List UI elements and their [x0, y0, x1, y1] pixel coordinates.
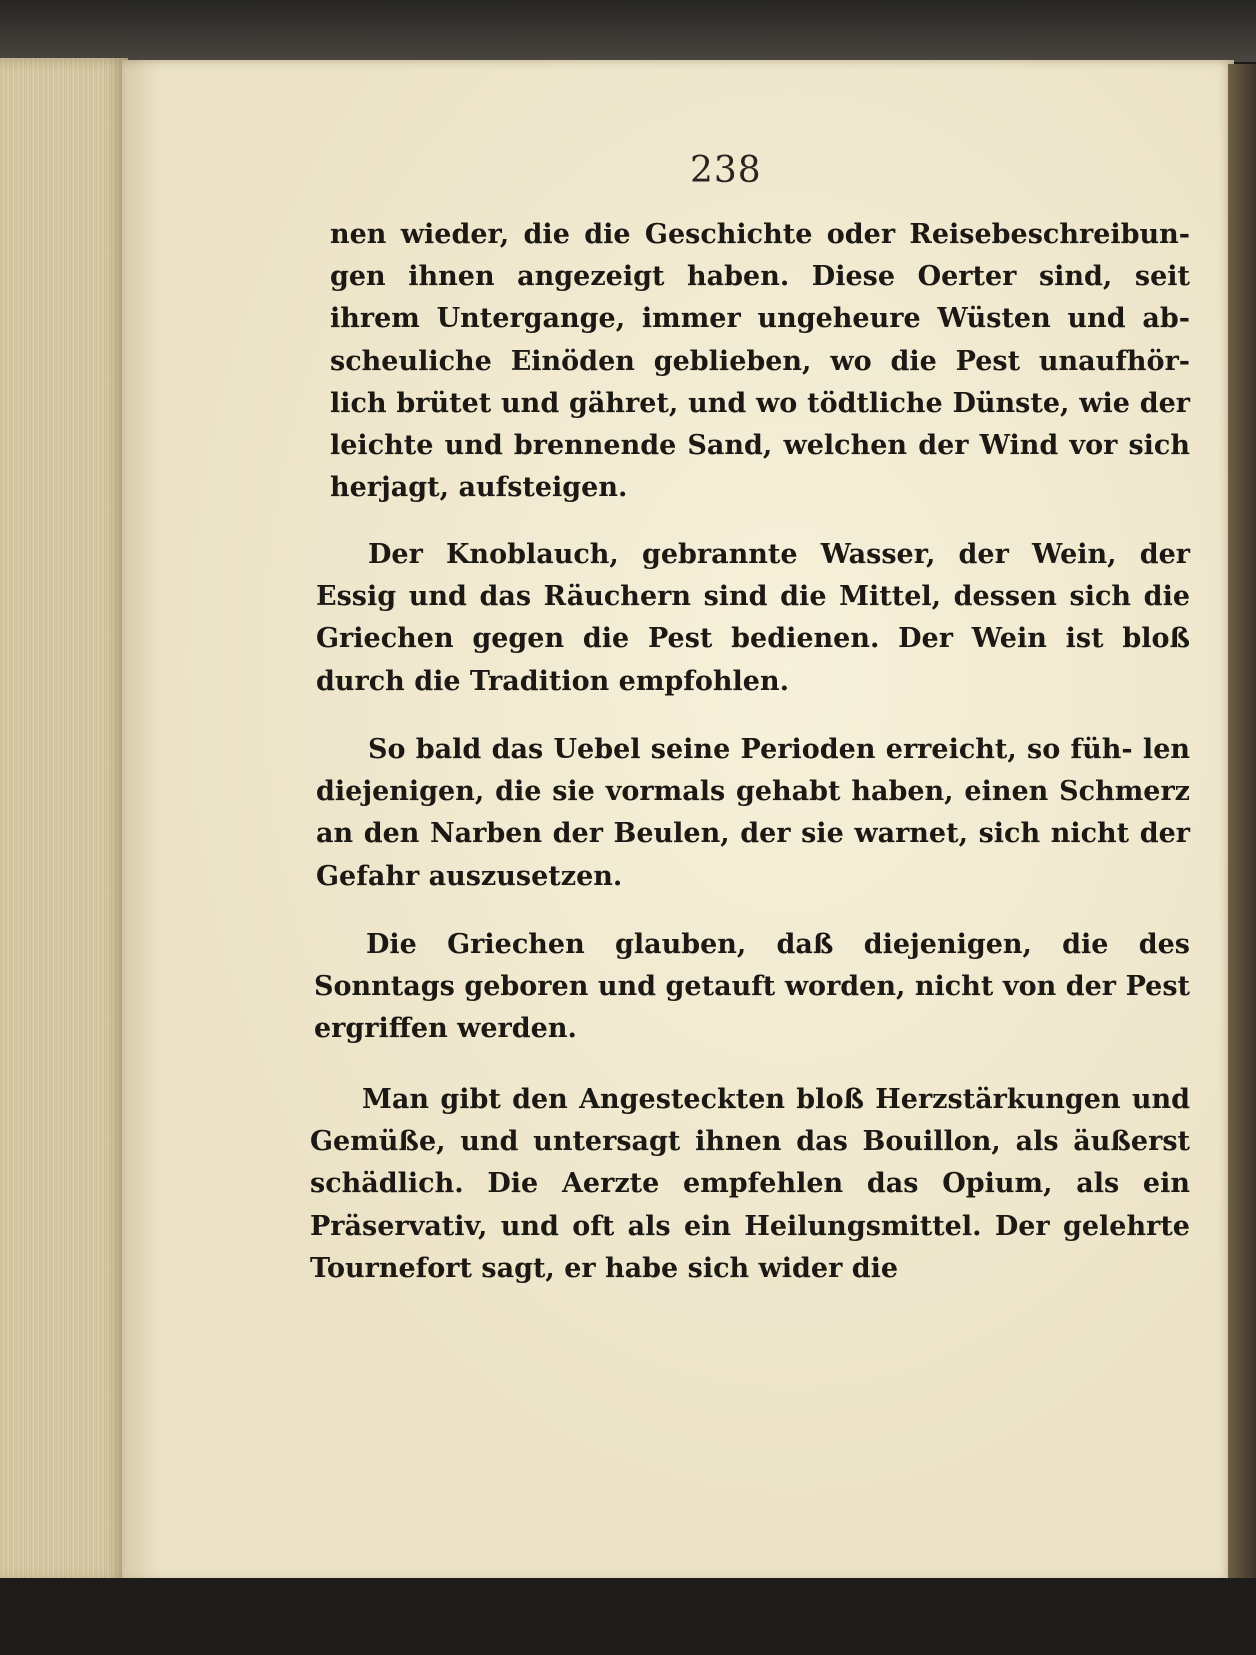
- scanner-background-bottom: [0, 1578, 1256, 1655]
- scanner-background-top: [0, 0, 1256, 62]
- paragraph-5: Man gibt den Angesteckten bloß Herzstärkungen und Gemüße, und untersagt ihnen das Bouillon, als äußerst schädlich. Die Aerzte empfehlen das Opium, als ein Präservativ, und oft als ein Heilungsmittel. Der gelehrte Tournefort sagt, er habe sich wider die: [310, 1084, 1190, 1284]
- paragraph-1: nen wieder, die die Geschichte oder Reisebeschreibun- gen ihnen angezeigt haben. Diese Oerter sind, seit ihrem Untergange, immer ungeheure Wüsten und ab- scheuliche Einöden geblieben, wo die Pest unaufhör- lich brütet und gähret, und wo tödtliche Dünste, wie der leichte und brennende Sand, welchen der Wind vor sich herjagt, aufsteigen.: [330, 219, 1190, 504]
- paragraph-2: Der Knoblauch, gebrannte Wasser, der Wein, der Essig und das Räuchern sind die Mittel, dessen sich die Griechen gegen die Pest bedienen. Der Wein ist bloß durch die Tradition empfohlen.: [316, 539, 1190, 697]
- paragraph-4: Die Griechen glauben, daß diejenigen, die des Sonntags geboren und getauft worden, nicht von der Pest ergriffen werden.: [314, 929, 1190, 1045]
- page-gutter-shadow: [1228, 64, 1256, 1578]
- page-edges-stack: [0, 58, 128, 1583]
- page-number: 238: [690, 150, 762, 191]
- paragraph-3: So bald das Uebel seine Perioden erreicht, so füh- len diejenigen, die sie vormals gehabt haben, einen Schmerz an den Narben der Beulen, der sie warnet, sich nicht der Gefahr auszusetzen.: [316, 734, 1190, 892]
